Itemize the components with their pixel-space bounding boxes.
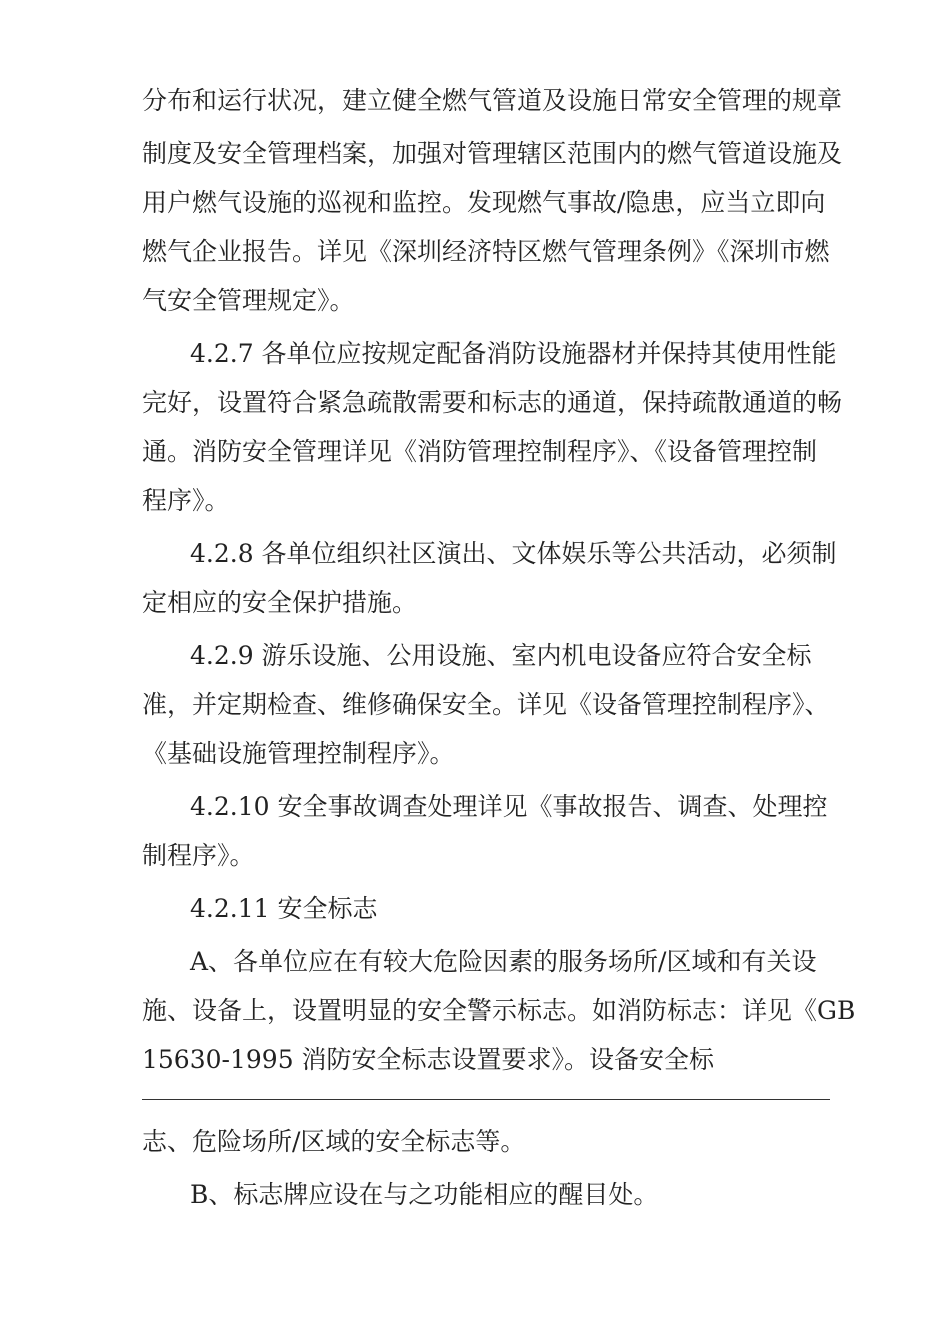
- paragraph-line: 用户燃气设施的巡视和监控。发现燃气事故/隐患，应当立即向: [142, 188, 826, 217]
- section-4-2-7-line: 4.2.7 各单位应按规定配备消防设施器材并保持其使用性能: [190, 339, 837, 368]
- paragraph-line: 志、危险场所/区域的安全标志等。: [142, 1127, 526, 1156]
- page-divider: [142, 1099, 830, 1100]
- paragraph-line: 《基础设施管理控制程序》。: [142, 739, 455, 768]
- item-a-line: A、各单位应在有较大危险因素的服务场所/区域和有关设: [190, 947, 817, 976]
- paragraph-line: 分布和运行状况，建立健全燃气管道及设施日常安全管理的规章: [142, 86, 843, 115]
- section-4-2-8-line: 4.2.8 各单位组织社区演出、文体娱乐等公共活动，必须制: [190, 539, 837, 568]
- section-4-2-9-line: 4.2.9 游乐设施、公用设施、室内机电设备应符合安全标: [190, 641, 812, 670]
- paragraph-line: 定相应的安全保护措施。: [142, 588, 418, 617]
- paragraph-line: 制度及安全管理档案，加强对管理辖区范围内的燃气管道设施及: [142, 139, 843, 168]
- section-4-2-10-line: 4.2.10 安全事故调查处理详见《事故报告、调查、处理控: [190, 792, 828, 821]
- paragraph-line: 15630-1995 消防安全标志设置要求》。设备安全标: [142, 1045, 715, 1074]
- paragraph-line: 准，并定期检查、维修确保安全。详见《设备管理控制程序》、: [142, 690, 830, 719]
- item-b-line: B、标志牌应设在与之功能相应的醒目处。: [190, 1180, 659, 1209]
- paragraph-line: 施、设备上，设置明显的安全警示标志。如消防标志：详见《GB: [142, 996, 856, 1025]
- paragraph-line: 制程序》。: [142, 841, 255, 870]
- paragraph-line: 程序》。: [142, 486, 230, 515]
- paragraph-line: 通。消防安全管理详见《消防管理控制程序》、《设备管理控制: [142, 437, 818, 466]
- paragraph-line: 燃气企业报告。详见《深圳经济特区燃气管理条例》《深圳市燃: [142, 237, 830, 266]
- section-4-2-11-heading: 4.2.11 安全标志: [190, 894, 378, 923]
- paragraph-line: 气安全管理规定》。: [142, 286, 355, 315]
- paragraph-line: 完好，设置符合紧急疏散需要和标志的通道，保持疏散通道的畅: [142, 388, 843, 417]
